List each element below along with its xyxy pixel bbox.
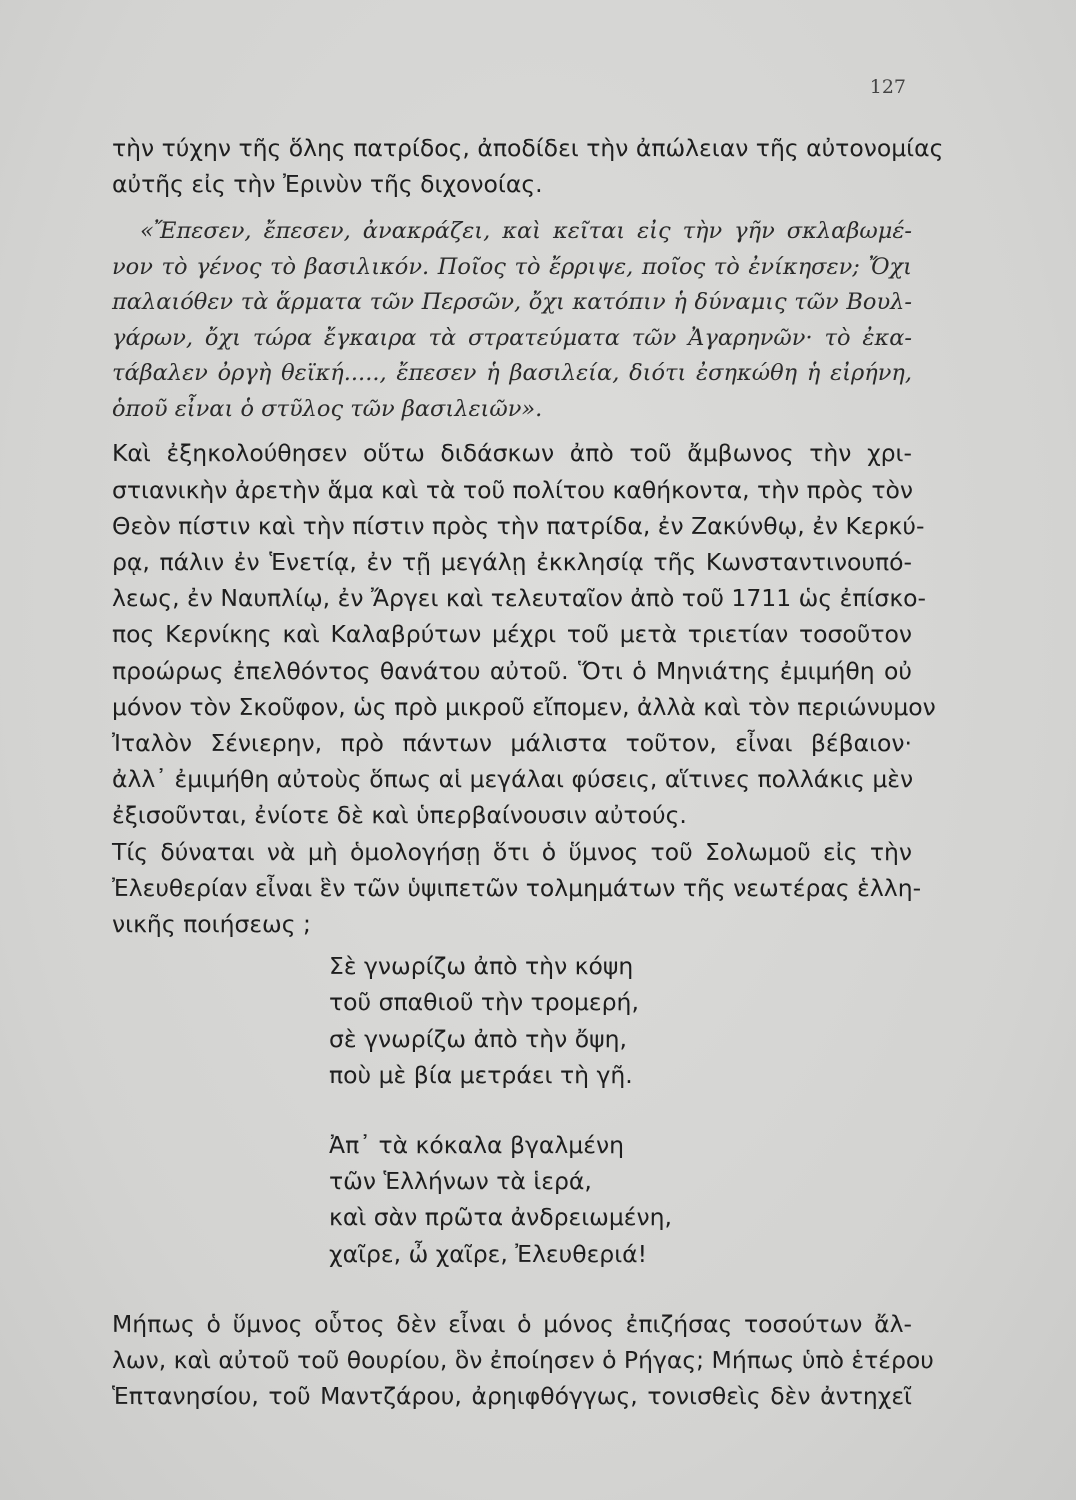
quote-line: ὁποῦ εἶναι ὁ στῦλος τῶν βασιλειῶν». [112, 395, 543, 422]
poem [329, 948, 912, 1272]
poem-verse: Ἀπ᾽ τὰ κόκαλα βγαλμένη [329, 1131, 624, 1160]
paragraph-2-line: Θεὸν πίστιν καὶ τὴν πίστιν πρὸς τὴν πατρίδα, ἐν Ζακύνθῳ, ἐν Κερκύ- [112, 511, 925, 540]
paragraph-1 [112, 130, 944, 202]
quote-line: τάβαλεν ὀργὴ θεϊκή....., ἔπεσεν ἡ βασιλεία, διότι ἐσηκώθη ἡ εἰρήνη, [112, 360, 912, 387]
quote-line: «Ἔπεσεν, ἔπεσεν, ἀνακράζει, καὶ κεῖται εἰς τὴν γῆν σκλαβωμέ- [140, 218, 912, 245]
poem-stanza-2 [329, 1127, 912, 1272]
paragraph-4-line: λων, καὶ αὐτοῦ τοῦ θουρίου, ὃν ἐποίησεν ὁ Ρήγας; Μήπως ὑπὸ ἑτέρου [112, 1346, 934, 1375]
poem-verse: τοῦ σπαθιοῦ τὴν τρομερή, [329, 988, 639, 1017]
paragraph-1-line: αὐτῆς εἰς τὴν Ἐρινὺν τῆς διχονοίας. [112, 170, 543, 199]
paragraph-2-line: πος Κερνίκης καὶ Καλαβρύτων μέχρι τοῦ μετὰ τριετίαν τοσοῦτον [112, 620, 912, 649]
paragraph-2-line: ἐξισοῦνται, ἐνίοτε δὲ καὶ ὑπερβαίνουσιν αὐτούς. [112, 801, 687, 830]
paragraph-3-line: Τίς δύναται νὰ μὴ ὁμολογήσῃ ὅτι ὁ ὕμνος τοῦ Σολωμοῦ εἰς τὴν [112, 837, 912, 866]
page-body [112, 130, 944, 1414]
paragraph-2 [112, 435, 936, 833]
paragraph-1-line: τὴν τύχην τῆς ὅλης πατρίδος, ἀποδίδει τὴν ἀπώλειαν τῆς αὐτονομίας [112, 134, 944, 162]
poem-verse: καὶ σὰν πρῶτα ἀνδρειωμένη, [329, 1203, 672, 1232]
poem-verse: σὲ γνωρίζω ἀπὸ τὴν ὄψη, [329, 1024, 627, 1053]
poem-stanza-1 [329, 948, 912, 1093]
quote-line: παλαιόθεν τὰ ἅρματα τῶν Περσῶν, ὄχι κατόπιν ἡ δύναμις τῶν Βουλ- [112, 289, 912, 316]
paragraph-3 [112, 834, 922, 943]
poem-verse: χαῖρε, ὦ χαῖρε, Ἐλευθεριά! [329, 1239, 648, 1268]
paragraph-2-line: μόνον τὸν Σκοῦφον, ὡς πρὸ μικροῦ εἴπομεν, ἀλλὰ καὶ τὸν περιώνυμον [112, 692, 936, 721]
quote-line: γάρων, ὄχι τώρα ἔγκαιρα τὰ στρατεύματα τῶν Ἀγαρηνῶν· τὸ ἐκα- [112, 324, 912, 351]
poem-verse: Σὲ γνωρίζω ἀπὸ τὴν κόψη [329, 952, 634, 981]
paragraph-2-line: προώρως ἐπελθόντος θανάτου αὐτοῦ. Ὅτι ὁ Μηνιάτης ἐμιμήθη οὐ [112, 656, 912, 685]
paragraph-2-line: Καὶ ἐξηκολούθησεν οὕτω διδάσκων ἀπὸ τοῦ ἄμβωνος τὴν χρι- [112, 439, 912, 468]
paragraph-4-line: Μήπως ὁ ὕμνος οὗτος δὲν εἶναι ὁ μόνος ἐπιζήσας τοσούτων ἄλ- [112, 1309, 912, 1338]
page-number: 127 [869, 76, 906, 98]
paragraph-3-line: Ἐλευθερίαν εἶναι ἓν τῶν ὑψιπετῶν τολμημάτων τῆς νεωτέρας ἑλλη- [112, 873, 922, 902]
paragraph-4-line: Ἑπτανησίου, τοῦ Μαντζάρου, ἀρηιφθόγγως, τονισθεὶς δὲν ἀντηχεῖ [112, 1382, 912, 1411]
quoted-passage [112, 214, 912, 427]
paragraph-2-line: Ἰταλὸν Σένιερην, πρὸ πάντων μάλιστα τοῦτον, εἶναι βέβαιον· [112, 729, 912, 758]
paragraph-2-line: στιανικὴν ἀρετὴν ἅμα καὶ τὰ τοῦ πολίτου καθήκοντα, τὴν πρὸς τὸν [112, 475, 914, 504]
quote-line: νον τὸ γένος τὸ βασιλικόν. Ποῖος τὸ ἔρριψε, ποῖος τὸ ἐνίκησεν; Ὄχι [112, 253, 912, 280]
paragraph-2-line: ἀλλ᾽ ἐμιμήθη αὐτοὺς ὅπως αἱ μεγάλαι φύσεις, αἵτινες πολλάκις μὲν [112, 765, 914, 794]
paragraph-3-line: νικῆς ποιήσεως ; [112, 910, 311, 939]
paragraph-2-line: λεως, ἐν Ναυπλίῳ, ἐν Ἄργει καὶ τελευταῖον ἀπὸ τοῦ 1711 ὡς ἐπίσκο- [112, 584, 927, 613]
paragraph-2-line: ρᾳ, πάλιν ἐν Ἑνετίᾳ, ἐν τῇ μεγάλῃ ἐκκλησίᾳ τῆς Κωνσταντινουπό- [112, 548, 912, 577]
poem-verse: τῶν Ἑλλήνων τὰ ἱερά, [329, 1167, 592, 1196]
paragraph-4 [112, 1306, 934, 1415]
poem-verse: ποὺ μὲ βία μετράει τὴ γῆ. [329, 1060, 633, 1089]
